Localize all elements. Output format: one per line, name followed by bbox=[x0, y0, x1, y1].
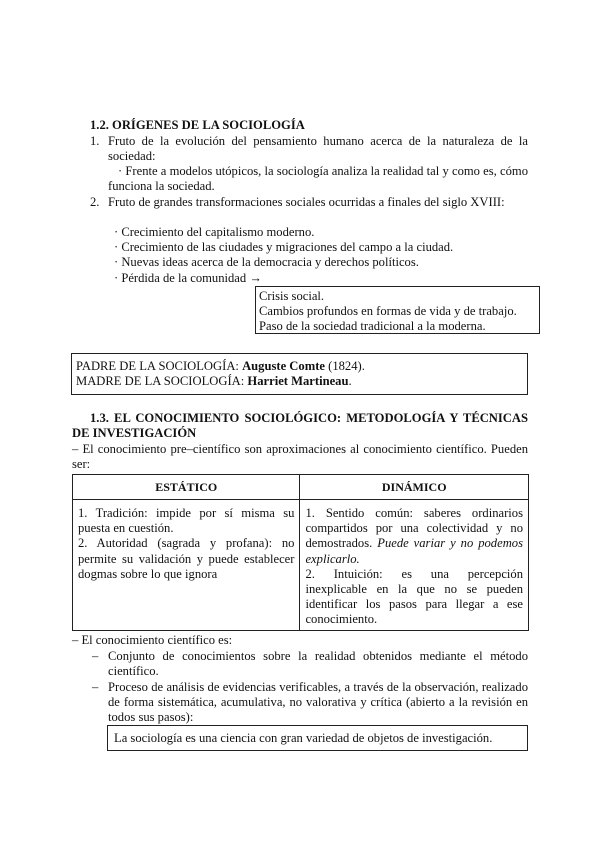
father-line bbox=[76, 359, 527, 374]
dynamic-italic-note: Puede variar y no podemos explicarlo. bbox=[305, 536, 523, 566]
bullet-list bbox=[114, 225, 534, 286]
father-label: PADRE DE LA SOCIOLOGÍA: bbox=[76, 359, 239, 373]
mother-end: . bbox=[348, 374, 352, 389]
mother-line bbox=[76, 374, 527, 389]
dynamic-common-sense: 1. Sentido común: saberes ordinarios compartidos por una colectividad y no demostrados. Puede variar y no podemos explicarlo. bbox=[305, 506, 523, 566]
bullet-item: · Crecimiento de las ciudades y migraciones del campo a la ciudad. bbox=[114, 240, 454, 255]
intro-paragraph: – El conocimiento pre–científico son aproximaciones al conocimiento científico. Pueden ser: bbox=[72, 442, 528, 472]
dash-marker: – bbox=[92, 680, 99, 694]
section-title-knowledge: 1.3. EL CONOCIMIENTO SOCIOLÓGICO: METODOLOGÍA Y TÉCNICAS DE INVESTIGACIÓN bbox=[72, 411, 528, 441]
list-subitem: · Frente a modelos utópicos, la sociología analiza la realidad tal y como es, cómo funciona la sociedad. bbox=[108, 164, 528, 194]
dynamic-cell bbox=[300, 500, 529, 631]
mother-label: MADRE DE LA SOCIOLOGÍA: bbox=[76, 374, 245, 389]
mother-name: Harriet Martineau bbox=[247, 374, 349, 389]
dash-item: Conjunto de conocimientos sobre la realidad obtenidos mediante el método científico. bbox=[108, 649, 528, 679]
table-header-dynamic: DINÁMICO bbox=[300, 475, 529, 500]
static-cell bbox=[73, 500, 300, 631]
dash-marker: – bbox=[92, 649, 99, 663]
dynamic-intuition: 2. Intuición: es una percepción inexplicable en la que no se pueden identificar los pasos para llegar a ese conocimiento. bbox=[305, 566, 523, 627]
static-tradition: 1. Tradición: impide por sí misma su puesta en cuestión. bbox=[78, 506, 295, 536]
father-year: (1824). bbox=[328, 359, 365, 373]
bullet-item: · Nuevas ideas acerca de la democracia y derechos políticos. bbox=[114, 255, 419, 270]
table-header-static: ESTÁTICO bbox=[73, 475, 300, 500]
crisis-line: Paso de la sociedad tradicional a la moderna. bbox=[259, 319, 486, 334]
list-number: 2. bbox=[90, 195, 100, 209]
sci-intro: – El conocimiento científico es: bbox=[72, 633, 233, 647]
crisis-line: Cambios profundos en formas de vida y de trabajo. bbox=[259, 304, 517, 319]
bullet-item: · Crecimiento del capitalismo moderno. bbox=[114, 225, 315, 239]
knowledge-table bbox=[72, 474, 529, 631]
dash-item: Proceso de análisis de evidencias verificables, a través de la observación, realizado de forma sistemática, acumulativa, no valorativa y crítica (abierto a la revisión en todos sus pasos): bbox=[108, 680, 528, 725]
list-item-text: Fruto de grandes transformaciones sociales ocurridas a finales del siglo XVIII: bbox=[108, 195, 505, 209]
section-title-origins: 1.2. ORÍGENES DE LA SOCIOLOGÍA bbox=[90, 118, 305, 132]
list-item-text: Fruto de la evolución del pensamiento humano acerca de la naturaleza de la sociedad: bbox=[108, 134, 528, 164]
crisis-line: Crisis social. bbox=[259, 289, 325, 303]
founders-box bbox=[71, 353, 528, 395]
conclusion-box bbox=[107, 725, 528, 751]
crisis-box bbox=[255, 286, 540, 334]
conclusion-text: La sociología es una ciencia con gran variedad de objetos de investigación. bbox=[114, 731, 493, 745]
list-number: 1. bbox=[90, 134, 100, 148]
bullet-item: · Pérdida de la comunidad → bbox=[114, 270, 262, 285]
father-name: Auguste Comte bbox=[242, 359, 325, 373]
static-authority: 2. Autoridad (sagrada y profana): no permite su validación y puede establecer dogmas sobre lo que ignora bbox=[78, 536, 295, 581]
